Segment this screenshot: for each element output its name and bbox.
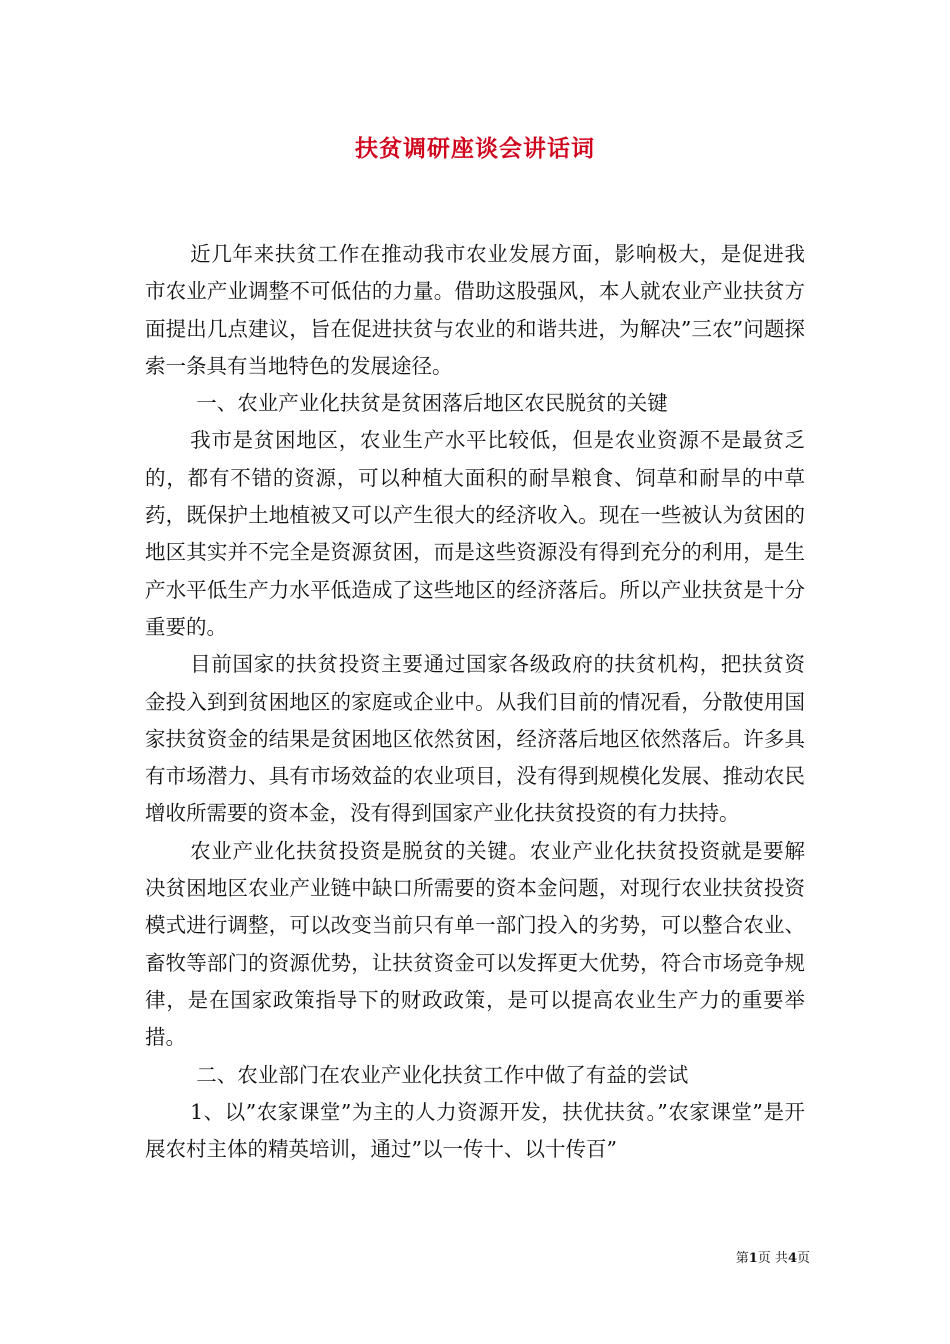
paragraph-intro: 近几年来扶贫工作在推动我市农业发展方面，影响极大，是促进我市农业产业调整不可低估的力量。借助这股强风，本人就农业产业扶贫方面提出几点建议，旨在促进扶贫与农业的和谐共进，为解决”三农”问题探索一条具有当地特色的发展途径。 <box>145 242 805 378</box>
section-heading-2: 二、农业部门在农业产业化扶贫工作中做了有益的尝试 <box>196 1062 689 1087</box>
page-number-suffix: 页 <box>796 1251 810 1266</box>
page-number-current: 1 <box>748 1251 758 1266</box>
section-heading-1: 一、农业产业化扶贫是贫困落后地区农民脱贫的关键 <box>196 391 668 416</box>
page-number-middle: 页 共 <box>757 1251 788 1266</box>
document-body <box>145 236 805 1168</box>
page-number-prefix: 第 <box>735 1251 749 1266</box>
paragraph-classroom: 1、以”农家课堂”为主的人力资源开发，扶优扶贫。”农家课堂”是开展农村主体的精英培训，通过”以一传十、以十传百” <box>145 1099 805 1162</box>
document-title: 扶贫调研座谈会讲话词 <box>355 135 595 162</box>
paragraph-investment: 目前国家的扶贫投资主要通过国家各级政府的扶贫机构，把扶贫资金投入到到贫困地区的家庭或企业中。从我们目前的情况看，分散使用国家扶贫资金的结果是贫困地区依然贫困，经济落后地区依然落后。许多具有市场潜力、具有市场效益的农业项目，没有得到规模化发展、推动农民增收所需要的资本金，没有得到国家产业化扶贫投资的有力扶持。 <box>145 652 805 826</box>
page-number <box>690 1247 810 1266</box>
paragraph-resources: 我市是贫困地区，农业生产水平比较低，但是农业资源不是最贫乏的，都有不错的资源，可以种植大面积的耐旱粮食、饲草和耐旱的中草药，既保护土地植被又可以产生很大的经济收入。现在一些被认为贫困的地区其实并不完全是资源贫困，而是这些资源没有得到充分的利用，是生产水平低生产力水平低造成了这些地区的经济落后。所以产业扶贫是十分重要的。 <box>145 428 805 639</box>
paragraph-key: 农业产业化扶贫投资是脱贫的关键。农业产业化扶贫投资就是要解决贫困地区农业产业链中缺口所需要的资本金问题，对现行农业扶贫投资模式进行调整，可以改变当前只有单一部门投入的劣势，可以整合农业、畜牧等部门的资源优势，让扶贫资金可以发挥更大优势，符合市场竞争规律，是在国家政策指导下的财政政策，是可以提高农业生产力的重要举措。 <box>145 838 805 1050</box>
page-number-total: 4 <box>787 1251 797 1266</box>
